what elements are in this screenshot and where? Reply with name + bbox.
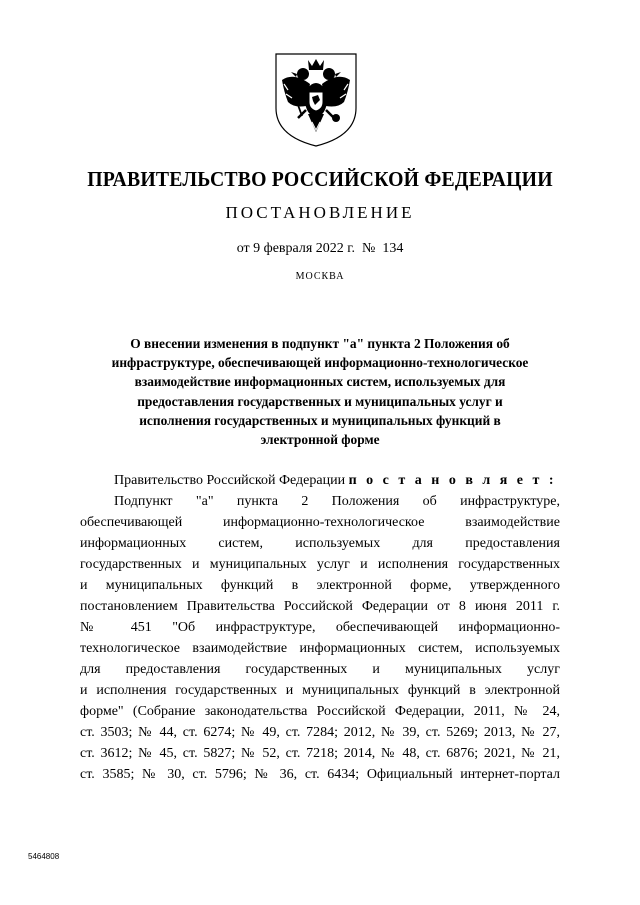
subject-line: О внесении изменения в подпункт "а" пункта 2 Положения об	[130, 336, 510, 351]
document-subject	[80, 334, 560, 449]
subject-line: инфраструктуре, обеспечивающей информационно-технологическое	[111, 355, 529, 371]
document-code: 5464808	[28, 852, 60, 861]
body-line: № 451 "Об инфраструктуре, обеспечивающей информационно-	[80, 620, 560, 635]
body-line: Подпункт "а" пункта 2 Положения об инфраструктуре,	[114, 494, 560, 509]
document-city: МОСКВА	[295, 271, 345, 282]
date-prefix: от	[236, 241, 254, 256]
subject-line: взаимодействие информационных систем, используемых для	[134, 374, 506, 390]
document-number: 134	[382, 241, 404, 256]
subject-line: исполнения государственных и муниципальных функций в	[139, 412, 501, 428]
body-line: ст. 3585; № 30, ст. 5796; № 36, ст. 6434; Официальный интернет-портал	[80, 767, 560, 782]
body-line: и муниципальных функций в электронной форме, утвержденного	[80, 578, 560, 593]
subject-line: электронной форме	[260, 432, 380, 448]
russian-coat-of-arms-icon	[272, 50, 360, 148]
body-line: ст. 3612; № 45, ст. 5827; № 52, ст. 7218; 2014, № 48, ст. 6876; 2021, № 21,	[80, 746, 560, 761]
body-line: обеспечивающей информационно-технологическое взаимодействие	[80, 515, 560, 530]
subject-line: предоставления государственных и муниципальных услуг и	[137, 393, 503, 409]
government-title: ПРАВИТЕЛЬСТВО РОССИЙСКОЙ ФЕДЕРАЦИИ	[87, 167, 553, 191]
body-line: информационных систем, используемых для предоставления	[80, 536, 560, 551]
body-line: форме" (Собрание законодательства Российской Федерации, 2011, № 24,	[80, 704, 560, 719]
body-line: государственных и муниципальных услуг и исполнения государственных	[80, 557, 560, 572]
document-date: 9 февраля 2022 г.	[253, 241, 355, 256]
body-line: для предоставления государственных и муниципальных услуг	[80, 662, 560, 677]
body-line: технологическое взаимодействие информационных систем, используемых	[80, 641, 560, 656]
body-line: ст. 3503; № 44, ст. 6274; № 49, ст. 7284; 2012, № 39, ст. 5269; 2013, № 27,	[80, 725, 560, 740]
document-date-line	[0, 241, 640, 257]
body-line: и исполнения государственных и муниципальных функций в электронной	[80, 683, 560, 698]
body-line: постановлением Правительства Российской Федерации от 8 июня 2011 г.	[80, 599, 560, 614]
document-body	[80, 470, 560, 785]
intro-prefix: Правительство Российской Федерации	[114, 473, 349, 488]
number-sign: №	[361, 241, 376, 256]
intro-verb: п о с т а н о в л я е т :	[348, 473, 557, 488]
document-type: ПОСТАНОВЛЕНИЕ	[225, 203, 415, 222]
body-intro	[80, 470, 560, 491]
